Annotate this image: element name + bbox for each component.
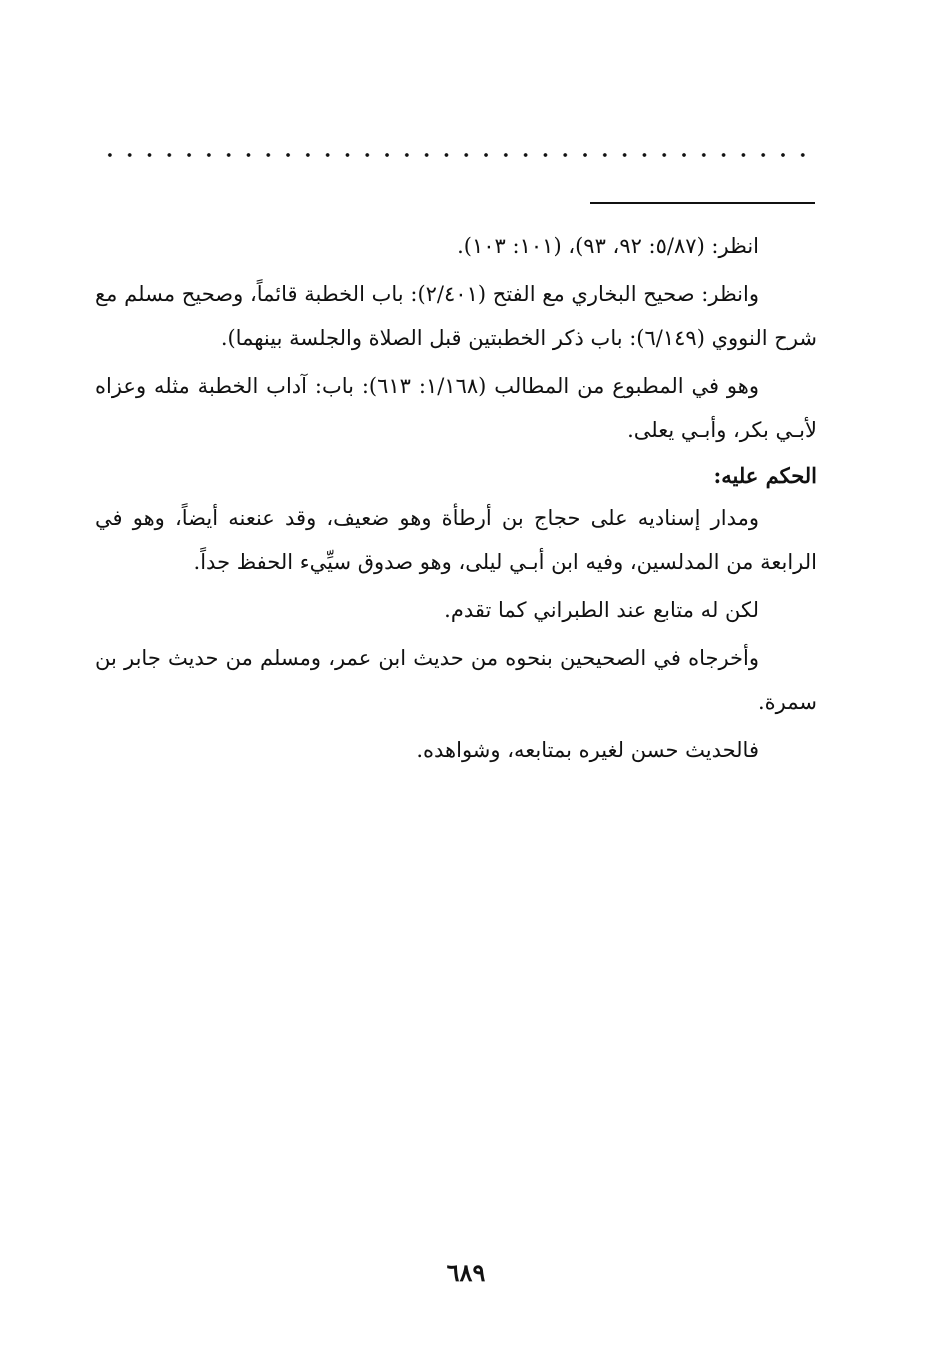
ruling-paragraph-2: لكن له متابع عند الطبراني كما تقدم. — [444, 598, 759, 622]
footnote-paragraph-3: وهو في المطبوع من المطالب (١/١٦٨: ٦١٣): باب: آداب الخطبة مثله وعزاه لأبـي بكر، وأبـي يعلى. — [95, 374, 817, 442]
footnote-paragraph-2: وانظر: صحيح البخاري مع الفتح (٢/٤٠١): باب الخطبة قائماً، وصحيح مسلم مع شرح النووي (٦/١٤٩): باب ذكر الخطبتين قبل الصلاة والجلسة بينهما). — [95, 282, 817, 350]
footnote-rule — [590, 202, 815, 204]
ruling-paragraph-4: فالحديث حسن لغيره بمتابعه، وشواهده. — [416, 738, 759, 762]
footnote-paragraph-1: انظر: (٥/٨٧: ٩٢، ٩٣)، (١٠١: ١٠٣). — [457, 234, 759, 258]
ruling-paragraph-3: وأخرجاه في الصحيحين بنحوه من حديث ابن عمر، ومسلم من حديث جابر بن سمرة. — [95, 646, 817, 714]
page-body — [95, 224, 817, 776]
page-number: ٦٨٩ — [446, 1258, 486, 1287]
ruling-paragraph-1: ومدار إسناديه على حجاج بن أرطأة وهو ضعيف، وقد عنعنه أيضاً، وهو في الرابعة من المدلسين، وفيه ابن أبـي ليلى، وهو صدوق سيِّيء الحفظ جداً. — [95, 506, 817, 574]
ruling-heading: الحكم عليه: — [713, 463, 817, 488]
dotted-separator — [100, 150, 812, 160]
